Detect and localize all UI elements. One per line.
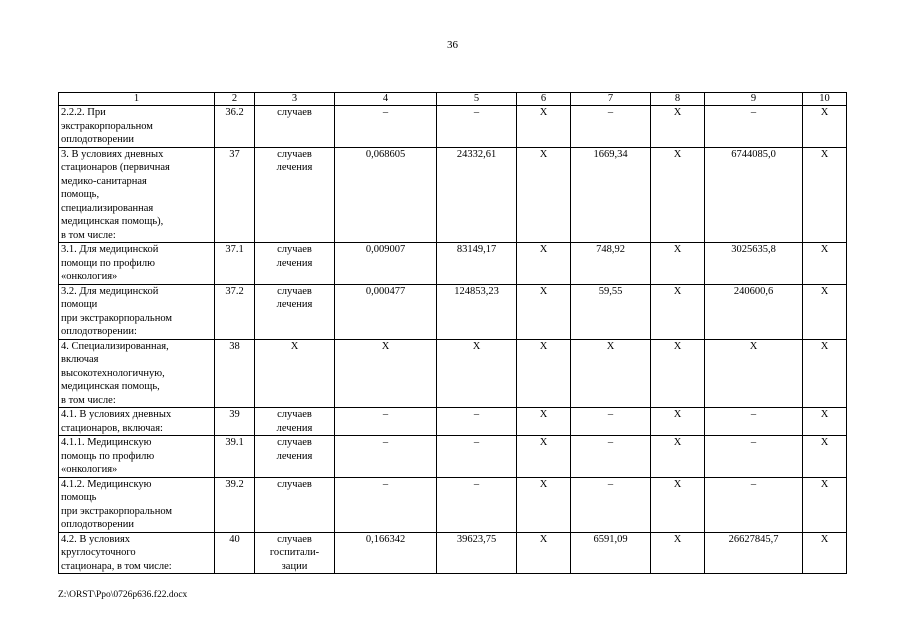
table-row [59,243,847,285]
table-cell: X [651,477,705,532]
table-cell: X [803,532,847,574]
column-header-9: 9 [705,93,803,106]
table-cell: 748,92 [571,243,651,285]
table-cell: 83149,17 [437,243,517,285]
table-cell: – [571,106,651,148]
table-cell: X [651,284,705,339]
table-cell: – [335,436,437,478]
table-cell: случаев лечения [255,436,335,478]
table-header-row [59,93,847,106]
table-cell: 0,000477 [335,284,437,339]
table-cell: X [651,408,705,436]
table-cell: – [437,477,517,532]
table-row [59,408,847,436]
column-header-5: 5 [437,93,517,106]
table-cell: X [705,339,803,408]
table-cell: 24332,61 [437,147,517,243]
table-cell: 3.1. Для медицинской помощи по профилю «онкология» [59,243,215,285]
table-cell: 0,166342 [335,532,437,574]
table-cell: X [803,243,847,285]
table-cell: – [335,477,437,532]
table-cell: X [651,436,705,478]
table-cell: X [803,408,847,436]
table-cell: 37.1 [215,243,255,285]
table-row [59,532,847,574]
table-cell: 59,55 [571,284,651,339]
column-header-2: 2 [215,93,255,106]
table-row [59,339,847,408]
column-header-8: 8 [651,93,705,106]
table-row [59,147,847,243]
page-number: 36 [447,39,458,51]
table-cell: 1669,34 [571,147,651,243]
column-header-3: 3 [255,93,335,106]
table-cell: 0,068605 [335,147,437,243]
table-cell: 2.2.2. При экстракорпоральном оплодотворении [59,106,215,148]
file-path-footer: Z:\ORST\Ppo\0726p636.f22.docx [58,590,188,600]
table-cell: 4.1.1. Медицинскую помощь по профилю «онкология» [59,436,215,478]
table-row [59,436,847,478]
table-cell: – [705,477,803,532]
table-cell: случаев лечения [255,408,335,436]
table-row [59,284,847,339]
table-cell: X [803,284,847,339]
table-cell: 39.1 [215,436,255,478]
table-cell: 4.1.2. Медицинскую помощь при экстракорпоральном оплодотворении [59,477,215,532]
table-cell: X [651,339,705,408]
table-cell: X [651,106,705,148]
table-cell: 0,009007 [335,243,437,285]
table-cell: 124853,23 [437,284,517,339]
table-cell: 37 [215,147,255,243]
table-cell: X [517,147,571,243]
table-cell: 4.2. В условиях круглосуточного стационара, в том числе: [59,532,215,574]
table-cell: – [571,436,651,478]
table-cell: случаев [255,106,335,148]
table-row [59,477,847,532]
column-header-7: 7 [571,93,651,106]
table-cell: X [803,339,847,408]
table-cell: X [571,339,651,408]
table-cell: 6744085,0 [705,147,803,243]
column-header-4: 4 [335,93,437,106]
table-cell: – [705,106,803,148]
table-cell: X [517,532,571,574]
table-cell: X [255,339,335,408]
table-cell: X [517,284,571,339]
table-cell: X [803,436,847,478]
table-cell: 3025635,8 [705,243,803,285]
table-cell: 40 [215,532,255,574]
table-cell: 3. В условиях дневных стационаров (первичная медико-санитарная помощь, специализированная медицинская помощь), в том числе: [59,147,215,243]
table-cell: 240600,6 [705,284,803,339]
table-cell: 39 [215,408,255,436]
table-cell: X [517,436,571,478]
table-cell: – [437,106,517,148]
table-cell: 38 [215,339,255,408]
table-cell: 3.2. Для медицинской помощи при экстракорпоральном оплодотворении: [59,284,215,339]
data-table [58,92,847,574]
table-cell: – [437,408,517,436]
table-cell: X [651,532,705,574]
table-cell: 36.2 [215,106,255,148]
table-cell: 6591,09 [571,532,651,574]
table-cell: X [517,408,571,436]
table-cell: 4.1. В условиях дневных стационаров, включая: [59,408,215,436]
table-cell: – [705,436,803,478]
table-cell: – [571,408,651,436]
table-cell: X [335,339,437,408]
table-cell: случаев лечения [255,243,335,285]
table-cell: 37.2 [215,284,255,339]
table-cell: X [803,106,847,148]
table-cell: X [517,339,571,408]
column-header-10: 10 [803,93,847,106]
table-cell: случаев лечения [255,284,335,339]
column-header-6: 6 [517,93,571,106]
table-cell: 39623,75 [437,532,517,574]
table-cell: – [705,408,803,436]
table-cell: – [437,436,517,478]
table-cell: X [437,339,517,408]
table-row [59,106,847,148]
column-header-1: 1 [59,93,215,106]
table-cell: 26627845,7 [705,532,803,574]
table-cell: X [651,147,705,243]
table-cell: X [517,243,571,285]
table-cell: X [803,477,847,532]
table-cell: X [517,477,571,532]
table-cell: случаев лечения [255,147,335,243]
table-cell: X [651,243,705,285]
table-cell: X [803,147,847,243]
table-cell: случаев госпитали- зации [255,532,335,574]
table-cell: – [335,106,437,148]
table-cell: 39.2 [215,477,255,532]
table-cell: X [517,106,571,148]
table-cell: 4. Специализированная, включая высокотехнологичную, медицинская помощь, в том числе: [59,339,215,408]
table-cell: – [571,477,651,532]
table-cell: – [335,408,437,436]
table-cell: случаев [255,477,335,532]
